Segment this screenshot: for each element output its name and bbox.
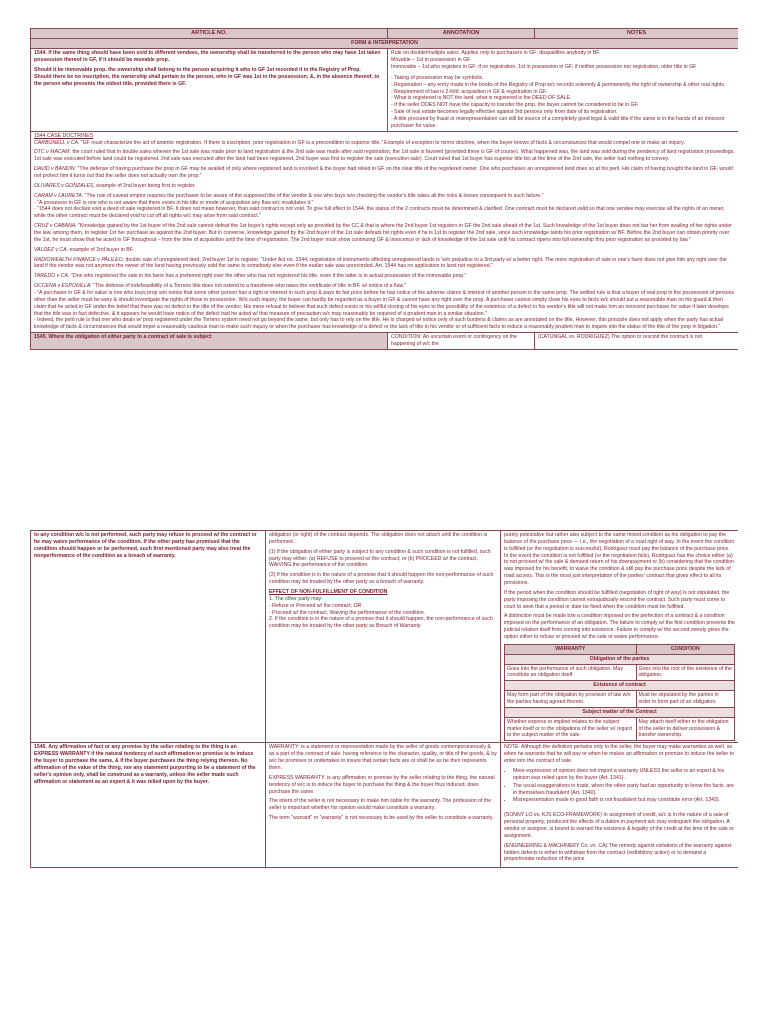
table-header-row	[31, 29, 739, 39]
case-doctrines-row	[31, 131, 739, 332]
case-sonny-lo: (SONNY LO vs. KJS ECO-FRAMEWORK) In assignment of credit, w/c is in the nature of a sale of personal property, produced the effects of a dation in payment w/c may extinguish the obligation. A vendor or assignor, is bound to warrant the existence & legality of the credit at the time of the sale or assignment.	[504, 812, 734, 839]
document-page-1	[30, 28, 738, 470]
note-line: Movable – 1st in possession in GF	[391, 57, 471, 64]
comparison-cell: May form part of the obligation by provision of law w/o the parties having agreed thereto.	[505, 691, 637, 708]
article-1544-para-1: 1544. If the same thing should have been sold to different vendees, the ownership shall be transferred to the person who may have 1st taken possession thereof in GF, if it should be movable prop.	[34, 50, 381, 64]
section-band: FORM & INTERPRETATION	[31, 39, 739, 49]
list-item: • Misrepresentation made in good faith is not fraudulent but may constitute error (Art. 1343).	[513, 797, 735, 804]
comparison-cell: Goes into the performance of such obligation. May constitute an obligation itself.	[505, 664, 637, 681]
article-1545-start-annotation: CONDITION: An uncertain event or contingency on the happening of w/c the	[388, 333, 535, 350]
note-line: - Taking of possession may be symbolic.	[391, 74, 484, 81]
effect-title: EFFECT OF NON-FULFILLMENT OF CONDITION	[269, 589, 388, 596]
note-line: Immovable – 1st who registers in GF; if no registration, 1st in possession in GF; if neither possession nor registration, older title in GF	[391, 63, 697, 70]
note-line: Rule on double/multiple sales. Applies only to purchasers in GF; disqualifies anybody in BF.	[391, 50, 601, 57]
section-band-row	[31, 39, 739, 49]
case-occena: OCCENA v ESPONILLA. "The defense of indefeasibility of a Torrens title does not extend to a transferee who takes the certificate of title in BF, w/ notice of a flaw." - "A purchaser in GF & for value is one who buys prop w/o notice that some other person has a right or interest in such prop & pays its fair price before he has notice of the adverse claims & interest of another person in the same prop. The settled rule is that a buyer of real prop in the possession of persons other than the seller must be wary & should investigate the rights of those in possession. W/o such inquiry, the buyer can hardly be regarded as a buyer in GF & cannot have any right over the prop. A purchaser cannot simply close his eyes to facts w/c should put a reasonable man on his guard & then claim that he acted in GF under the belief that there was no defect in the title of the vendor. His mere refusal to believe that such defect exists or his willful closing of his eyes to the possibility of the existence of a defect in his vendor's title will not make him an innocent purchaser for value if later develops that the title was in fact defective, & it appears he would have notice of the defect had he acted w/ that measure of precaution w/c may reasonably be required of a prudent man in a similar situation." - Indeed, the perti rule is that one who deals w/ prop registered under the Torrens system need not go beyond the same, but only has to rely on the title. He is charged w/ notice only of such burdens & claims as are annotated on the title. However, this principle does not apply when the party has actual knowledge of facts & circumstances that would impel a reasonably cautious man to make such inquiry or when the purchaser has knowledge of a defect or the lack of title in his vendor or of sufficient facts to induce a reasonably prudent man to inquire into the status of the title of the prop in litigation."	[34, 283, 735, 331]
column-header-article: ARTICLE NO.	[31, 29, 388, 39]
article-table-2	[30, 530, 738, 868]
case-valdez: VALDEZ v CA, example of 2nd buyer in BF.	[34, 246, 134, 253]
article-1544-row	[31, 49, 739, 131]
case-radiowealth: RADIOWEALTH FINANCE v PALILEO, double sale of unregistered land, 2nd buyer 1st to register. "Under Act no. 3344, registration of instruments affecting unregistered lands is 'w/o prejudice to a 3rd party w/ a better right. The mere registration of sale in one's favor does not give him any right over the land if the vendor was not anymore the owner of the land having previously sold the same to somebody else even if the earlier sale was unrecorded. Art. 1544 has no application to land not registered."	[34, 256, 727, 270]
article-1546-notes: NOTE: Although the definition pertains only to the seller, the buyer may make warranties as well, as when he warrants that he will pay or when he makes an affirmation or promise to induce the seller to enter into the contract of sale. • Mere expression of opinion does not import a warranty UNLESS the seller is an expert & his opinion was relied upon by the buyer (Art. 1341). • The usual exaggerations in trade, when the other party had an opportunity to know the facts, are in themselves fraudulent (Art. 1340). • Misrepresentation made in good faith is not fraudulent but may constitute error (Art. 1343). (SONNY LO vs. KJS ECO-FRAMEWORK) In assignment of credit, w/c is in the nature of a sale of personal property, produced the effects of a dation in payment w/c may extinguish the obligation. A vendor or assignor, is bound to warrant the existence & legality of the credit at the time of the sale or assignment. (ENGINEERING & MACHINERY Co. vs. CA) The remedy against violations of the warranty against hidden defects is either to withdraw from the contract (redhibitory action) or to demand a proportionate reduction of the price	[501, 743, 739, 868]
article-1544-notes	[388, 49, 739, 131]
case-caram: CARAM v LAURETA. "The rule of caveat emptor requires the purchaser to be aware of the supposed title of the vendor & one who buys w/o checking the vendor's title takes all the risks & losses consequent to such failure." - "A possessor in GF is one who is not aware that there exists in his title or mode of acquisition any flaw w/c invalidates it." - "1544 does not declare void a deed of sale registered in BF. It does not mean however, than said contract is not void. To give full effect to 1544, the status of the 2 contracts must be determined & clarified. One contract must be declared valid so that one vendee may exercise all the rights of an owner, while the other contract must be declared void to cut off all rights w/c may arise from said contract."	[34, 192, 725, 220]
comparison-cell: Whether express or implied relates to the subject matter itself or to the obligations of the seller w/ regard to the subject matter of the sale.	[505, 717, 637, 741]
case-dtc: DTC v MACAM, the court ruled that in double sales wherein the 1st sale was made prior to land registration & the 2nd sale was made after said registration, the 1st sale is favored (provided there is GF of course). What happened was, the land was sold during the pendency of land registration proceedings. 1st sale was executed before land could be registered. 2nd sale was executed after the land had been registered. 2nd buyer was first to register the sale (execution sale). Court ruled that 1st buyer has superior title b/c at the time of the 2nd sale, the seller had nothing to convey.	[34, 149, 735, 163]
case-taredo: TAREDO v CA. "One who registered the sale in his favor has a preferred right over the other who has not registered his title, even if the latter is in actual possession of the immovable prop."	[34, 273, 467, 280]
case-carbonell: CARBONELL v CA. "GF must characterize the act of anterior registration. If there is inscription, prior registration in GF is a precondition to superior title." Example of exception to mirror doctrine, when the buyer knows of facts & circumstances that would compel one to make an inquiry.	[34, 139, 685, 146]
article-1545-text: to any condition w/c is not performed, such party may refuse to proceed w/ the contract or he may waive performance of the condition. If the other party has promised that the condition should happen or be performed, such first mentioned party may also treat the nonperformance of the condition as a breach of warranty.	[31, 531, 266, 743]
article-1544-text	[31, 49, 388, 131]
case-doctrines-cell	[31, 131, 739, 332]
article-1545-start: 1545. Where the obligation of either party to a contract of sale is subject	[31, 333, 388, 350]
note-line: - Requirement of law is 2-fold: acquisition in GF & registration in GF.	[391, 88, 547, 95]
article-1546-row	[31, 743, 739, 868]
article-1544-para-2: Should it be immovable prop, the ownership shall belong to the person acquiring it who in GF 1st recorded it in the Registry of Prop.	[34, 66, 361, 73]
comparison-subheader: Subject matter of the Contract	[505, 707, 735, 717]
article-1545-start-row	[31, 333, 739, 350]
case-olivares: OLIVARES v GONZALES, example of 2nd buyer being first to register.	[34, 182, 196, 189]
article-1546-annotation: WARRANTY: is a statement or representation made by the seller of goods contemporaneously & as a part of the contract of sale, having reference to the character, quality, or title of the goods, & by w/c he promises or undertakes to insure that certain facts are or shall be as he then represents them. EXPRESS WARRANTY: is any affirmation or promise by the seller relating to the thing, the natural tendency of w/c is to induce the buyer to purchase the thing & the buyer thus induced, does purchase the same. The intent of the seller is not necessary to make him liable for the warranty. The profession of the seller is important whether his opinion would make constitute a warranty. The term "warrant" or "warranty" is not necessary to be used by the seller to constitute a warranty.	[266, 743, 501, 868]
article-1545-start-note: (CATUNGAL vs. RODRIGUEZ) The option to rescind the contract is not	[535, 333, 739, 350]
note-line: - What is registered is NOT the land, what is registered is the DEED OF SALE.	[391, 95, 572, 102]
notes-bullet-list	[504, 768, 735, 804]
note-line: - If the seller DOES NOT have the capacity to transfer the prop, the buyer cannot be considered to be in GF.	[391, 102, 639, 109]
article-1545-row	[31, 531, 739, 743]
case-doctrines-title: 1544 CASE DOCTRINES	[34, 132, 94, 139]
article-1545-notes: purely potestative but rather also subject to the same mixed condition as his obligation to pay the balance of the purchase price — i.e., the negotiation of a road right of way. In the event the condition is fulfilled (or the negotiation is successful), Rodriguez must pay the balance of the purchase price. In the event the condition is not fulfilled (or the negotiation fails), Rodriguez has the choice either (a) to not proceed w/ the sale & demand return of his downpayment or (b) considering that the condition was imposed for his benefit, to waive the condition & still pay the purchase price despite the lack of road access. This is the most just interpretation of the parties' contract that gives effect to all its provisions. If the period when the condition should be fulfilled (negotiation of right of way) is not stipulated, the party imposing the condition cannot extrajudicially rescind the contract. Such party must come to court to seek that a period or date be fixed when the condition must be fulfilled. A distinction must be made b/w a condition imposed on the perfection of a contract & a condition imposed on the performance of an obligation. The failure to comply w/ the first condition prevents the judicial relation itself from coming into existence. Failure to comply w/ the second merely gives the option either to refuse or proceed w/ the sale or waive performance. WARRANTY CONDITION Obligation of the parties Goes into the performance of such obligation. May constitute an obligation itself. Goes into the root of the existence of the obligation. Existence of contract May form part of the obligation by provision of law w/o the parties having agreed thereto. Must be stipulated by the parties in order to form part of an obligation. Subject matter of the Contract Whether express or implied relates to the subject matter itself or to the obligations of the seller w/ regard to the subject matter of the sale. May attach itself either to the obligation of the seller to deliver possession & transfer ownership.	[501, 531, 739, 743]
comparison-cell: Goes into the root of the existence of the obligation.	[636, 664, 735, 681]
list-item: • The usual exaggerations in trade, when the other party had an opportunity to know the facts, are in themselves fraudulent (Art. 1340).	[513, 783, 735, 797]
list-item: • Mere expression of opinion does not import a warranty UNLESS the seller is an expert & his opinion was relied upon by the buyer (Art. 1341).	[513, 768, 735, 782]
note-line: - A title procured by fraud or misrepresentation can still be source of a completely good legal & valid title if the same is in the hands of an innocent purchaser for value.	[391, 115, 725, 129]
article-1544-para-3: Should there be no inscription, the ownership shall pertain to the person, who in GF was 1st in the possession; &, in the absence thereof, to the person who presents the oldest title, provided there is GF.	[34, 73, 380, 87]
article-1545-annotation: obligation (or right) of the contract depends. The obligation does not attach until the condition is performed. (1) If the obligation of either party is subject to any condition & such condition is not fulfilled, such party may either: (a) REFUSE to proceed w/ the contract; or (b) PROCEED w/ the contract, WAIVING the performance of the condition. (2) If the condition is in the nature of a promise that it should happen the non-performance of such condition may be treated by the other party as a breach of warranty. EFFECT OF NON-FULFILLMENT OF CONDITION 1. The other party may: - Refuse or Proceed w/ the contract; OR - Proceed w/ the contract, Waiving the performance of the condition. 2. If the condition is in the nature of a promise that it should happen, the non-performance of such condition may be treated by the other party as Breach of Warranty.	[266, 531, 501, 743]
case-engineering: (ENGINEERING & MACHINERY Co. vs. CA) The remedy against violations of the warranty against hidden defects is either to withdraw from the contract (redhibitory action) or to demand a proportionate reduction of the price	[504, 842, 732, 863]
article-1546-text: 1546. Any affirmation of fact or any promise by the seller relating to the thing is an EXPRESS WARRANTY if the natural tendency of such affirmation or promise is to induce the buyer to purchase the same, & if the buyer purchases the thing relying thereon. No affirmation of the value of the thing, nor any statement purporting to be a statement of the seller's opinion only, shall be construed as a warranty, unless the seller made such affirmation or statement as an expert & it was relied upon by the buyer.	[31, 743, 266, 868]
comparison-subheader: Existence of contract	[505, 681, 735, 691]
column-header-annotation: ANNOTATION	[388, 29, 535, 39]
warranty-vs-condition-table	[504, 644, 735, 741]
note-line: - Sale of real estate becomes legally effective against 3rd persons only from date of its registration.	[391, 109, 618, 116]
comparison-subheader: Obligation of the parties	[505, 654, 735, 664]
case-cruz: CRUZ v CABANA. "Knowledge gained by the 1st buyer of the 2nd sale cannot defeat the 1st buyer's rights except only as provided by the CC & that is where the 2nd buyer 1st registers in GF the 2nd sale ahead of the 1st. Such knowledge of the 1st buyer does not bar her from availing of her rights under the law, among them, to register 1st her purchase as against the 2nd buyer. But in converse, knowledge gained by the 2nd buyer of the 1st sale defeats his rights even if he is 1st to register the 2nd sale, since such knowledge taints his prior registration w/ BF. Before the 2nd buyer can obtain priority over the 1st, he must show that he acted in GF throughout – from the time of acquisition until the time of registration. The 2nd buyer must show continuing GF & innocence or lack of knowledge of the 1st sale until his contract ripens into full ownership thru prior registration as provided by law."	[34, 223, 732, 243]
condition-header: CONDITION	[636, 644, 735, 654]
article-table-1	[30, 28, 738, 350]
case-david: DAVID v BANDIN. "The defense of having purchase the prop in GF may be availed of only where registered land is involved & the buyer had relied in GF on the clear title of the registered owner. One who purchases an unregistered land does so at his peril. His claim of having bought the land in GF, would not protect him it turns out that the seller does not actually own the prop."	[34, 166, 733, 179]
note-line: - Registration – any entry made in the books of the Registry of Prop w/c records solemnly & permanently the right of ownership & other real rights.	[391, 81, 726, 88]
document-page-2	[30, 530, 738, 996]
comparison-cell: Must be stipulated by the parties in order to form part of an obligation.	[636, 691, 735, 708]
column-header-notes: NOTES	[535, 29, 739, 39]
warranty-header: WARRANTY	[505, 644, 637, 654]
comparison-cell: May attach itself either to the obligation of the seller to deliver possession & transfer ownership.	[636, 717, 735, 741]
